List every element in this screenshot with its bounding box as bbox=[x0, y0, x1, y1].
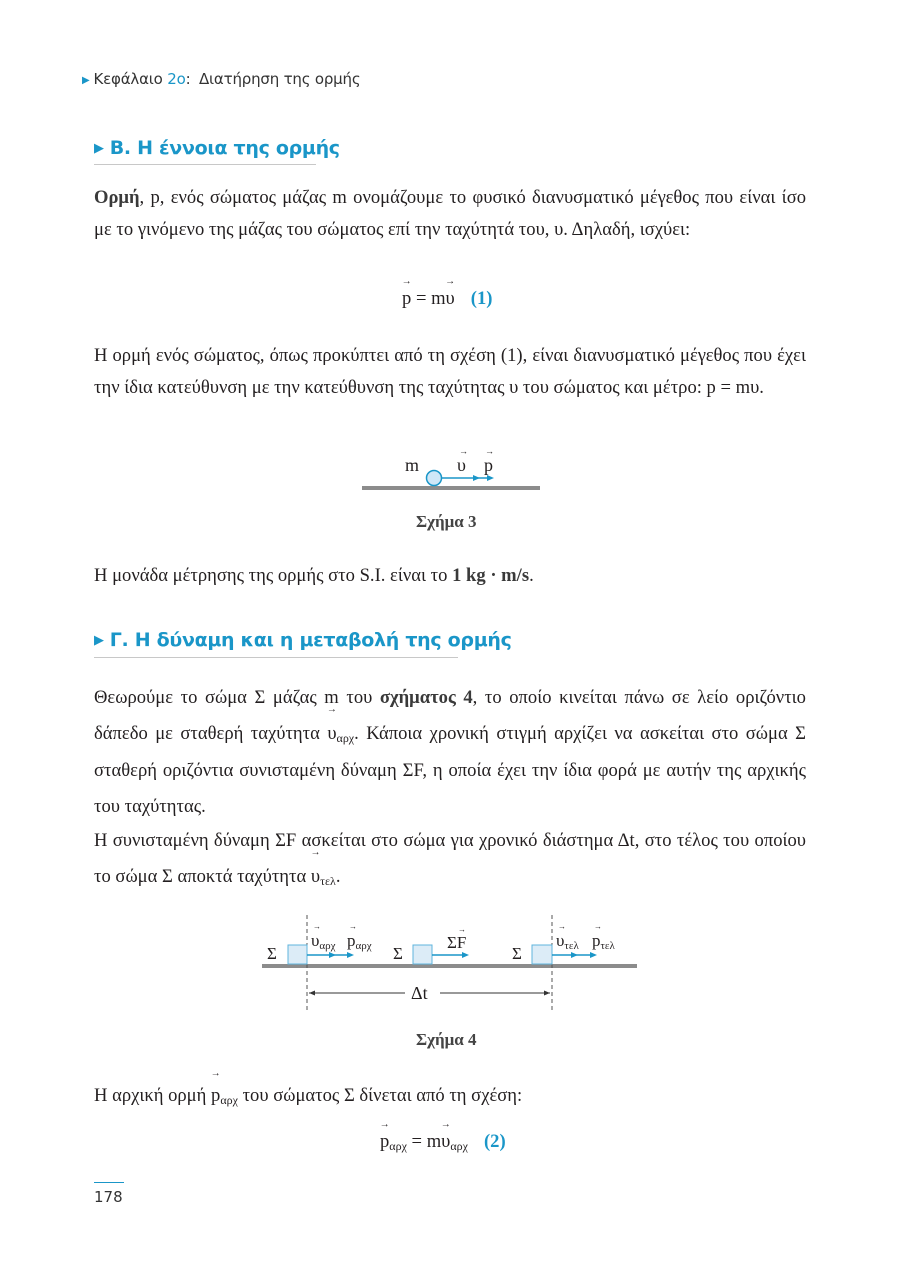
velocity-arrowhead bbox=[473, 475, 480, 481]
figure-3 bbox=[350, 445, 550, 500]
initial-momentum-label: pαρχ bbox=[347, 931, 372, 952]
interval-arrowhead-right bbox=[544, 991, 550, 996]
figure-4 bbox=[255, 915, 645, 1013]
section-b-title: Β. Η έννοια της ορμής bbox=[109, 137, 340, 159]
initial-momentum-arrowhead bbox=[347, 952, 354, 958]
eq2-number: (2) bbox=[483, 1131, 506, 1152]
force-arrowhead bbox=[462, 952, 469, 958]
section-c-underline bbox=[94, 657, 458, 658]
term-momentum: Ορμή bbox=[94, 187, 140, 208]
momentum-arrowhead bbox=[487, 475, 494, 481]
section-c-heading bbox=[94, 629, 512, 651]
text: , το οποίο κινείται πάνω σε λείο οριζόντιο δάπεδο με σταθερή ταχύτητα bbox=[94, 687, 806, 744]
equation-1 bbox=[402, 288, 492, 310]
section-b-underline bbox=[94, 164, 316, 165]
vector-mark: → bbox=[594, 922, 602, 931]
eq2-momentum: → p bbox=[380, 1131, 389, 1153]
velocity-label: υ bbox=[457, 455, 466, 475]
interval-label: Δt bbox=[411, 983, 428, 1003]
initial-velocity-symbol: → υ bbox=[327, 716, 336, 752]
eq1-velocity: → υ bbox=[446, 288, 455, 310]
definition-text: p, ενός σώματος μάζας m ονομάζουμε το φυσικό διανυσματικό μέγεθος που είναι ίσο με το γινόμενο της μάζας του σώματος επί την ταχύτητά του, υ. Δηλαδή, ισχύει: bbox=[94, 187, 807, 240]
figure-reference: σχήματος 4 bbox=[379, 687, 473, 708]
vector-mark: → bbox=[313, 922, 321, 931]
vector-mark: → bbox=[349, 922, 357, 931]
interval-arrowhead-left bbox=[309, 991, 315, 996]
momentum-direction-text: Η ορμή ενός σώματος, όπως προκύπτει από τη σχέση (1), είναι διανυσματικό μέγεθος που έχει την ίδια κατεύθυνση με την κατεύθυνση της ταχύτητας υ του σώματος και μέτρο: p = mυ. bbox=[94, 345, 806, 398]
chapter-label: Κεφάλαιο bbox=[93, 70, 163, 88]
net-force-symbol: ΣF bbox=[275, 830, 297, 851]
section-b-heading bbox=[94, 137, 340, 159]
section-c-paragraph-1 bbox=[94, 680, 806, 824]
section-b-paragraph-3 bbox=[94, 560, 806, 592]
eq2-velocity: → υ bbox=[441, 1131, 450, 1153]
text: , η οποία έχει την ίδια φορά με αυτήν της αρχικής του ταχύτητας. bbox=[94, 760, 806, 817]
final-velocity-symbol: → υ bbox=[311, 859, 320, 895]
mass-label: m bbox=[405, 455, 420, 475]
initial-velocity-arrowhead bbox=[329, 952, 336, 958]
subscript: αρχ bbox=[220, 1093, 238, 1107]
figure-4-caption: Σχήμα 4 bbox=[416, 1030, 477, 1049]
vector-mark: → bbox=[558, 922, 566, 931]
triangle-bullet-icon: ▶ bbox=[94, 633, 104, 648]
momentum-vector-mark: → bbox=[485, 446, 494, 456]
force-label: ΣF bbox=[447, 933, 467, 952]
page-number: 178 bbox=[94, 1188, 123, 1206]
section-c-title: Γ. Η δύναμη και η μεταβολή της ορμής bbox=[109, 629, 512, 651]
chapter-number: 2ο bbox=[167, 70, 186, 88]
page-number-rule bbox=[94, 1182, 124, 1183]
final-momentum-label: pτελ bbox=[592, 931, 615, 952]
body-middle bbox=[413, 945, 432, 964]
triangle-bullet-icon: ▶ bbox=[94, 141, 104, 156]
body-final bbox=[532, 945, 552, 964]
body-label-initial: Σ bbox=[267, 944, 277, 963]
vector-mark: → bbox=[458, 925, 466, 934]
initial-velocity-label: υαρχ bbox=[311, 931, 336, 952]
section-b-paragraph-1: Ορμή, p, ενός σώματος μάζας m ονομάζουμε το φυσικό διανυσματικό μέγεθος που είναι ίσο με το γινόμενο της μάζας του σώματος επί την ταχύτητά του, υ. Δηλαδή, ισχύει: bbox=[94, 187, 807, 240]
si-unit-value: 1 kg · m/s bbox=[452, 565, 530, 586]
section-c-paragraph-3 bbox=[94, 1080, 806, 1114]
velocity-vector-mark: → bbox=[459, 446, 468, 456]
eq2-operator: = m bbox=[406, 1131, 442, 1152]
subscript: αρχ bbox=[450, 1139, 468, 1153]
subscript: τελ bbox=[320, 873, 336, 888]
text: . Κάποια χρονική στιγμή αρχίζει να ασκείται στο σώμα Σ σταθερή οριζόντια συνισταμένη δύναμη bbox=[94, 722, 807, 781]
section-b-paragraph-2 bbox=[94, 340, 806, 403]
mass-ball bbox=[427, 471, 442, 486]
body-label-final: Σ bbox=[512, 944, 522, 963]
body-initial bbox=[288, 945, 307, 964]
net-force-symbol: ΣF bbox=[402, 760, 423, 781]
chapter-title: Διατήρηση της ορμής bbox=[199, 70, 361, 88]
text: ασκείται στο σώμα για χρονικό διάστημα Δt, στο τέλος του οποίου το σώμα Σ αποκτά ταχύτητα bbox=[94, 830, 807, 887]
body-label-middle: Σ bbox=[393, 944, 403, 963]
si-unit-text: Η μονάδα μέτρησης της ορμής στο S.I. είναι το bbox=[94, 565, 453, 586]
momentum-label: p bbox=[484, 455, 493, 475]
eq1-operator: = m bbox=[411, 288, 446, 309]
final-momentum-arrowhead bbox=[590, 952, 597, 958]
subscript: αρχ bbox=[389, 1139, 407, 1153]
floor-line bbox=[262, 964, 637, 968]
initial-momentum-symbol: → p bbox=[211, 1080, 220, 1112]
running-head bbox=[82, 70, 360, 88]
triangle-bullet-icon: ▶ bbox=[82, 75, 90, 86]
section-c-paragraph-2 bbox=[94, 823, 806, 896]
final-velocity-arrowhead bbox=[571, 952, 578, 958]
text: Η συνισταμένη δύναμη bbox=[94, 830, 276, 851]
equation-2 bbox=[380, 1131, 506, 1153]
floor-line bbox=[362, 486, 540, 490]
period: . bbox=[529, 565, 534, 586]
eq1-number: (1) bbox=[470, 288, 493, 309]
text: . bbox=[335, 865, 341, 887]
text: του σώματος Σ δίνεται από τη σχέση: bbox=[237, 1085, 523, 1106]
eq1-momentum: → p bbox=[402, 288, 411, 310]
figure-3-caption: Σχήμα 3 bbox=[416, 512, 477, 531]
subscript: αρχ bbox=[336, 730, 355, 745]
text: Θεωρούμε το σώμα Σ μάζας m του bbox=[94, 687, 380, 708]
final-velocity-label: υτελ bbox=[556, 931, 579, 952]
text: Η αρχική ορμή bbox=[94, 1085, 212, 1106]
chapter-separator: : bbox=[185, 70, 191, 88]
